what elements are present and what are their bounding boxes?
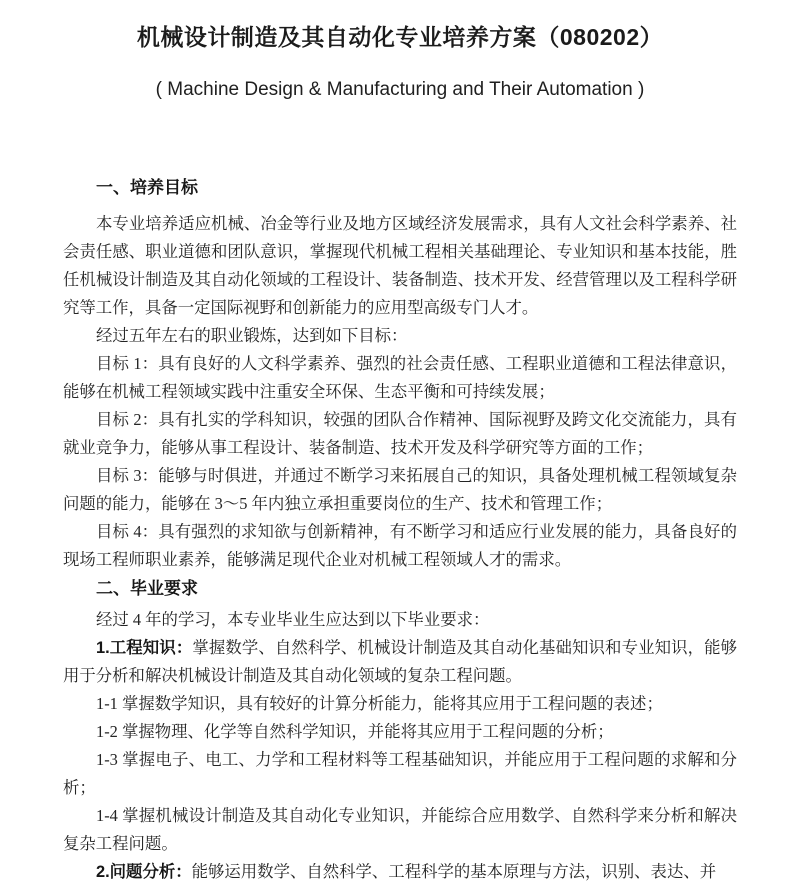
paragraph-text: 1-3 掌握电子、电工、力学和工程材料等工程基础知识，并能应用于工程问题的求解和分析；	[63, 750, 737, 797]
paragraph	[63, 690, 737, 718]
paragraph	[63, 322, 737, 350]
paragraph	[63, 802, 737, 858]
paragraph	[63, 634, 737, 690]
paragraph	[63, 518, 737, 574]
paragraph-text: 目标 1：具有良好的人文科学素养、强烈的社会责任感、工程职业道德和工程法律意识，能够在机械工程领域实践中注重安全环保、生态平衡和可持续发展；	[63, 354, 737, 401]
paragraph-label: 2.问题分析：	[96, 863, 192, 881]
section-heading: 二、毕业要求	[96, 579, 198, 598]
section-graduation-requirements	[63, 577, 737, 881]
paragraph-text: 经过 4 年的学习，本专业毕业生应达到以下毕业要求：	[96, 610, 490, 629]
paragraph	[63, 210, 737, 322]
section-heading: 一、培养目标	[96, 178, 198, 197]
paragraph-text: 目标 4：具有强烈的求知欲与创新精神，有不断学习和适应行业发展的能力，具备良好的现场工程师职业素养，能够满足现代企业对机械工程领域人才的需求。	[63, 522, 737, 569]
paragraph	[63, 858, 737, 881]
paragraph-text: 经过五年左右的职业锻炼，达到如下目标：	[96, 326, 408, 345]
paragraph-label: 1.工程知识：	[96, 639, 193, 657]
paragraph	[63, 718, 737, 746]
section-training-objectives	[63, 176, 737, 574]
paragraph	[63, 462, 737, 518]
document-title: 机械设计制造及其自动化专业培养方案（080202）	[136, 24, 664, 50]
paragraph-text: 掌握数学、自然科学、机械设计制造及其自动化基础知识和专业知识，能够用于分析和解决机械设计制造及其自动化领域的复杂工程问题。	[63, 638, 738, 685]
paragraph	[63, 606, 737, 634]
paragraph-text: 1-1 掌握数学知识，具有较好的计算分析能力，能将其应用于工程问题的表述；	[96, 694, 663, 713]
paragraph-text: 本专业培养适应机械、冶金等行业及地方区域经济发展需求，具有人文社会科学素养、社会责任感、职业道德和团队意识，掌握现代机械工程相关基础理论、专业知识和基本技能，胜任机械设计制造及其自动化领域的工程设计、装备制造、技术开发、经营管理以及工程科学研究等工作，具备一定国际视野和创新能力的应用型高级专门人才。	[63, 214, 737, 317]
paragraph	[63, 406, 737, 462]
paragraph-text: 目标 2：具有扎实的学科知识，较强的团队合作精神、国际视野及跨文化交流能力，具有就业竞争力，能够从事工程设计、装备制造、技术开发及科学研究等方面的工作；	[63, 410, 737, 457]
paragraph	[63, 350, 737, 406]
paragraph	[63, 746, 737, 802]
document-subtitle-english: ( Machine Design & Manufacturing and Their Automation )	[155, 79, 645, 100]
paragraph-text: 1-2 掌握物理、化学等自然科学知识，并能将其应用于工程问题的分析；	[96, 722, 614, 741]
paragraph-text: 1-4 掌握机械设计制造及其自动化专业知识，并能综合应用数学、自然科学来分析和解决复杂工程问题。	[63, 806, 737, 853]
paragraph-text: 能够运用数学、自然科学、工程科学的基本原理与方法，识别、表达、并	[191, 862, 717, 881]
paragraph-text: 目标 3：能够与时俱进，并通过不断学习来拓展自己的知识，具备处理机械工程领域复杂问题的能力，能够在 3～5 年内独立承担重要岗位的生产、技术和管理工作；	[63, 466, 737, 513]
